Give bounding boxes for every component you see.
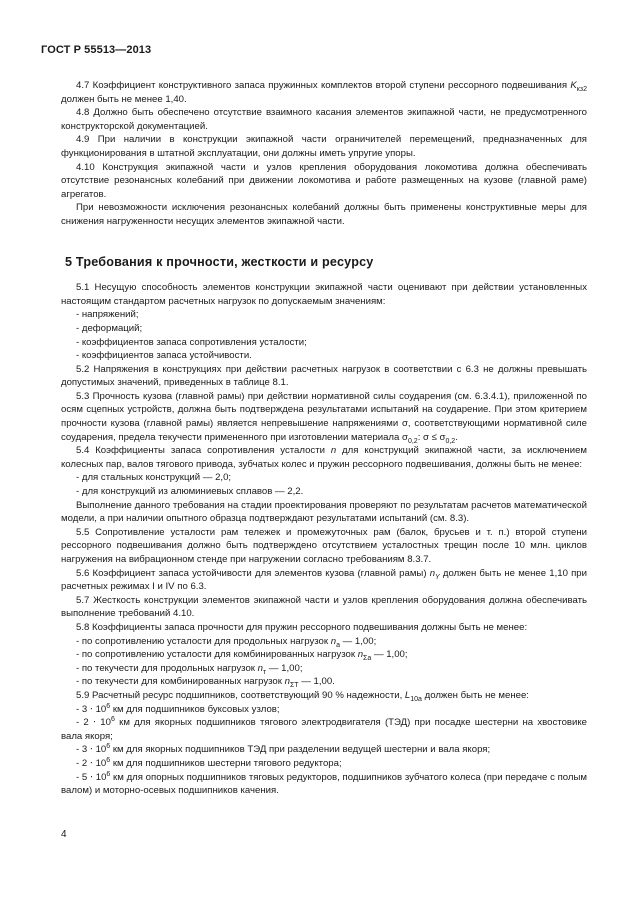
paragraph: 4.7 Коэффициент конструктивного запаса пружинных комплектов второй ступени рессорного подвешивания $K_{кз2}$ должен быть не менее 1,40. [61, 80, 587, 105]
list-item: - по текучести для комбинированных нагрузок $n_{\Sigma T}$ — 1,00. [76, 676, 335, 690]
list-item: - для стальных конструкций — 2,0; [76, 472, 232, 484]
list-item: - $3 \cdot 10^6$ км для якорных подшипников ТЭД при разделении ведущей шестерни и вала якоря; [76, 743, 491, 756]
paragraph: Выполнение данного требования на стадии проектирования проверяют по результатам расчетов математической модели, а при наличии опытного образца подтверждают результатами испытаний (см. 8.3). [61, 499, 587, 525]
paragraph: 5.6 Коэффициент запаса устойчивости для элементов кузова (главной рамы) $n_Y$ должен быть не менее 1,10 при расчетных режимах I и IV по 6.3. [61, 567, 587, 593]
list-item: - $2 \cdot 10^6$ км для якорных подшипников тягового электродвигателя (ТЭД) при посадке шестерни на хвостовике вала якоря; [61, 715, 588, 742]
list-item: - $3 \cdot 10^6$ км для подшипников буксовых узлов; [76, 702, 280, 715]
list-item: - для конструкций из алюминиевых сплавов — 2,2. [76, 486, 304, 498]
paragraph: 4.8 Должно быть обеспечено отсутствие взаимного касания элементов экипажной части, не предусмотренного конструкторской документацией. [61, 107, 587, 132]
paragraph: 4.9 При наличии в конструкции экипажной части ограничителей перемещений, предназначенных для функционирования в штатной эксплуатации, они должны иметь упругие упоры. [61, 134, 587, 159]
list-item: - коэффициентов запаса сопротивления усталости; [76, 336, 307, 348]
list-item: - деформаций; [76, 322, 143, 334]
paragraph: 5.5 Сопротивление усталости рам тележек и промежуточных рам (балок, брусьев и т. п.) второй ступени рессорного подвешивания должно быть подтверждено отсутствием усталостных трещин после 10 млн. циклов нагружения на вибрационном стенде при нагружении согласно требованиям 8.3.7. [61, 526, 587, 565]
document-body [61, 79, 587, 798]
document-header: ГОСТ Р 55513—2013 [41, 44, 152, 56]
paragraph: 5.4 Коэффициенты запаса сопротивления усталости n для конструкций экипажной части, за исключением колесных пар, валов тягового привода, зубчатых колес и пружин рессорного подвешивания, должны быть не менее: [61, 445, 587, 470]
list-item: - по сопротивлению усталости для продольных нагрузок $n_a$ — 1,00; [76, 635, 377, 649]
list-item: - $2 \cdot 10^6$ км для подшипников шестерни тягового редуктора; [76, 756, 342, 769]
list-item: - коэффициентов запаса устойчивости. [76, 350, 252, 362]
paragraph: 4.10 Конструкция экипажной части и узлов крепления оборудования локомотива должна обеспечивать отсутствие резонансных колебаний при движении локомотива и работе размещенных на кузове (главной раме) агрегатов. [61, 161, 587, 200]
paragraph: 5.8 Коэффициенты запаса прочности для пружин рессорного подвешивания должны быть не менее: [76, 621, 528, 633]
page-number: 4 [61, 829, 67, 840]
section-heading: 5 Требования к прочности, жесткости и ресурсу [65, 254, 374, 269]
paragraph: При невозможности исключения резонансных колебаний должны быть применены конструктивные меры для снижения нагруженности несущих элементов экипажной части. [61, 202, 587, 227]
list-item: - $5 \cdot 10^6$ км для опорных подшипников тяговых редукторов, подшипников зубчатого колеса (при передаче с полым валом) и моторно-осевых подшипников качения. [61, 770, 587, 797]
list-item: - по текучести для продольных нагрузок $n_т$ — 1,00; [76, 662, 303, 676]
list-item: - напряжений; [76, 309, 139, 321]
paragraph: 5.2 Напряжения в конструкциях при действии расчетных нагрузок в соответствии с 6.3 не должны превышать допустимых значений, приведенных в таблице 8.1. [61, 363, 587, 389]
paragraph: 5.9 Расчетный ресурс подшипников, соответствующий 90 % надежности, $L_{10a}$ должен быть не менее: [76, 689, 529, 703]
list-item: - по сопротивлению усталости для комбинированных нагрузок $n_{\Sigma a}$ — 1,00; [76, 649, 408, 663]
paragraph: 5.1 Несущую способность элементов конструкции экипажной части оценивают при действии установленных настоящим стандартом расчетных нагрузок по допускаемым значениям: [61, 282, 587, 307]
paragraph: 5.7 Жесткость конструкции элементов экипажной части и узлов крепления оборудования должна обеспечивать выполнение требований 4.10. [61, 594, 587, 620]
paragraph: 5.3 Прочность кузова (главной рамы) при действии нормативной силы соударения (см. 6.3.4.1), приложенной по осям сцепных устройств, должна быть подтверждена результатами испытаний на соударение. При этом критерием прочности кузова (главной рамы) является непревышение напряжениями σ, соответствующими нормативной силе соударения, предела текучести примененного при изготовлении материала $\sigma_{0,2}$: $\sigma \le \sigma_{0,2}$. [61, 390, 587, 445]
